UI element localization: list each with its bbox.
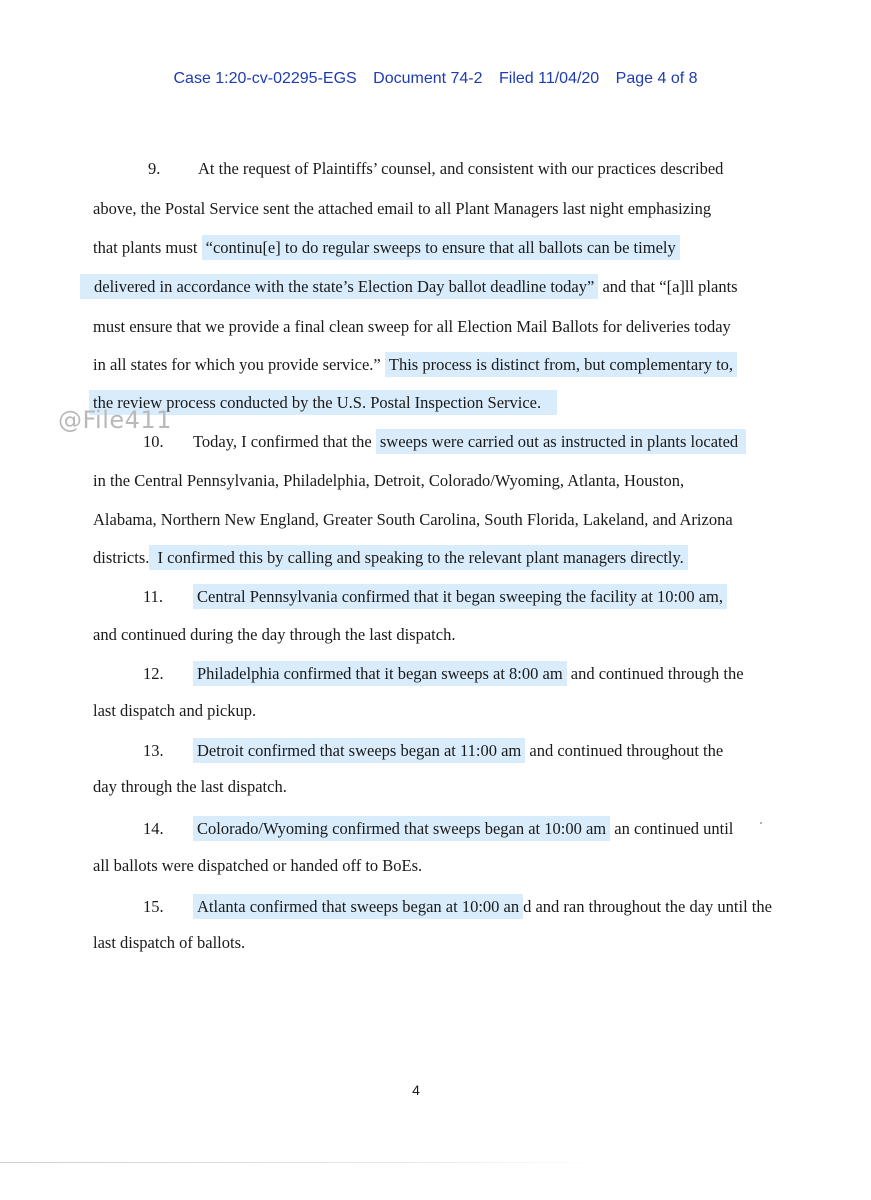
paragraph-11-line-1 <box>143 586 727 608</box>
paragraph-number: 10. <box>143 432 164 451</box>
highlight: “continu[e] to do regular sweeps to ensure that all ballots can be timely <box>202 235 680 260</box>
paragraph-number: 11. <box>143 587 164 606</box>
paragraph-10-line-2: in the Central Pennsylvania, Philadelphia, Detroit, Colorado/Wyoming, Atlanta, Houston, <box>93 471 685 490</box>
paragraph-12-line-2: last dispatch and pickup. <box>93 701 257 720</box>
highlight: Atlanta confirmed that sweeps began at 10:00 an <box>193 894 523 919</box>
page-number: 4 <box>412 1082 420 1098</box>
highlight: I confirmed this by calling and speaking to the relevant plant managers directly. <box>149 545 687 570</box>
filed-date: Filed 11/04/20 <box>498 70 600 87</box>
paragraph-14-line-1: 14. Colorado/Wyoming confirmed that sweeps began at 10:00 am an continued until <box>143 818 733 840</box>
paragraph-number: 13. <box>143 741 164 760</box>
highlight: the review process conducted by the U.S. Postal Inspection Service. <box>89 390 557 415</box>
highlight: delivered in accordance with the state’s Election Day ballot deadline today” <box>80 274 598 299</box>
watermark-handle: @File411 <box>58 406 172 434</box>
paragraph-9-line-6: in all states for which you provide service.” This process is distinct from, but complementary to, <box>93 354 737 376</box>
document-number: Document 74-2 <box>373 70 483 87</box>
scan-speck <box>760 822 762 824</box>
paragraph-number: 9. <box>148 159 161 178</box>
paragraph-15-line-2: last dispatch of ballots. <box>93 933 246 952</box>
paragraph-14-line-2: all ballots were dispatched or handed off to BoEs. <box>93 856 423 875</box>
paragraph-9-line-3: that plants must “continu[e] to do regular sweeps to ensure that all ballots can be timely <box>93 237 680 259</box>
paragraph-13-line-2: day through the last dispatch. <box>93 777 287 796</box>
scan-edge-line <box>0 1162 600 1163</box>
paragraph-9-line-2: above, the Postal Service sent the attached email to all Plant Managers last night emphasizing <box>93 199 712 218</box>
page-indicator: Page 4 of 8 <box>615 70 698 87</box>
paragraph-10-line-3: Alabama, Northern New England, Greater South Carolina, South Florida, Lakeland, and Arizona <box>93 510 733 529</box>
paragraph-number: 15. <box>143 897 164 916</box>
paragraph-10-line-4: districts. I confirmed this by calling and speaking to the relevant plant managers directly. <box>93 547 688 569</box>
highlight: Central Pennsylvania confirmed that it began sweeping the facility at 10:00 am, <box>193 584 727 609</box>
paragraph-12-line-1: 12. Philadelphia confirmed that it began sweeps at 8:00 am and continued through the <box>143 663 744 685</box>
highlight: Detroit confirmed that sweeps began at 11:00 am <box>193 738 525 763</box>
highlight: This process is distinct from, but complementary to, <box>385 352 737 377</box>
paragraph-9-line-1: 9. At the request of Plaintiffs’ counsel, and consistent with our practices described <box>148 159 724 178</box>
paragraph-9-line-4: delivered in accordance with the state’s Election Day ballot deadline today” and that “[a]ll plants <box>80 276 738 298</box>
paragraph-number: 14. <box>143 819 164 838</box>
case-number: Case 1:20-cv-02295-EGS <box>173 70 357 87</box>
paragraph-13-line-1: 13. Detroit confirmed that sweeps began at 11:00 am and continued throughout the <box>143 740 723 762</box>
case-header <box>0 70 871 88</box>
highlight: Colorado/Wyoming confirmed that sweeps began at 10:00 am <box>193 816 610 841</box>
paragraph-9-line-5: must ensure that we provide a final clean sweep for all Election Mail Ballots for deliveries today <box>93 317 731 336</box>
highlight: Philadelphia confirmed that it began sweeps at 8:00 am <box>193 661 567 686</box>
paragraph-11-line-2: and continued during the day through the last dispatch. <box>93 625 456 644</box>
paragraph-15-line-1: 15. Atlanta confirmed that sweeps began at 10:00 an d and ran throughout the day until the <box>143 896 772 918</box>
highlight: sweeps were carried out as instructed in plants located <box>376 429 746 454</box>
paragraph-10-line-1: 10. Today, I confirmed that the sweeps were carried out as instructed in plants located <box>143 431 746 453</box>
paragraph-number: 12. <box>143 664 164 683</box>
